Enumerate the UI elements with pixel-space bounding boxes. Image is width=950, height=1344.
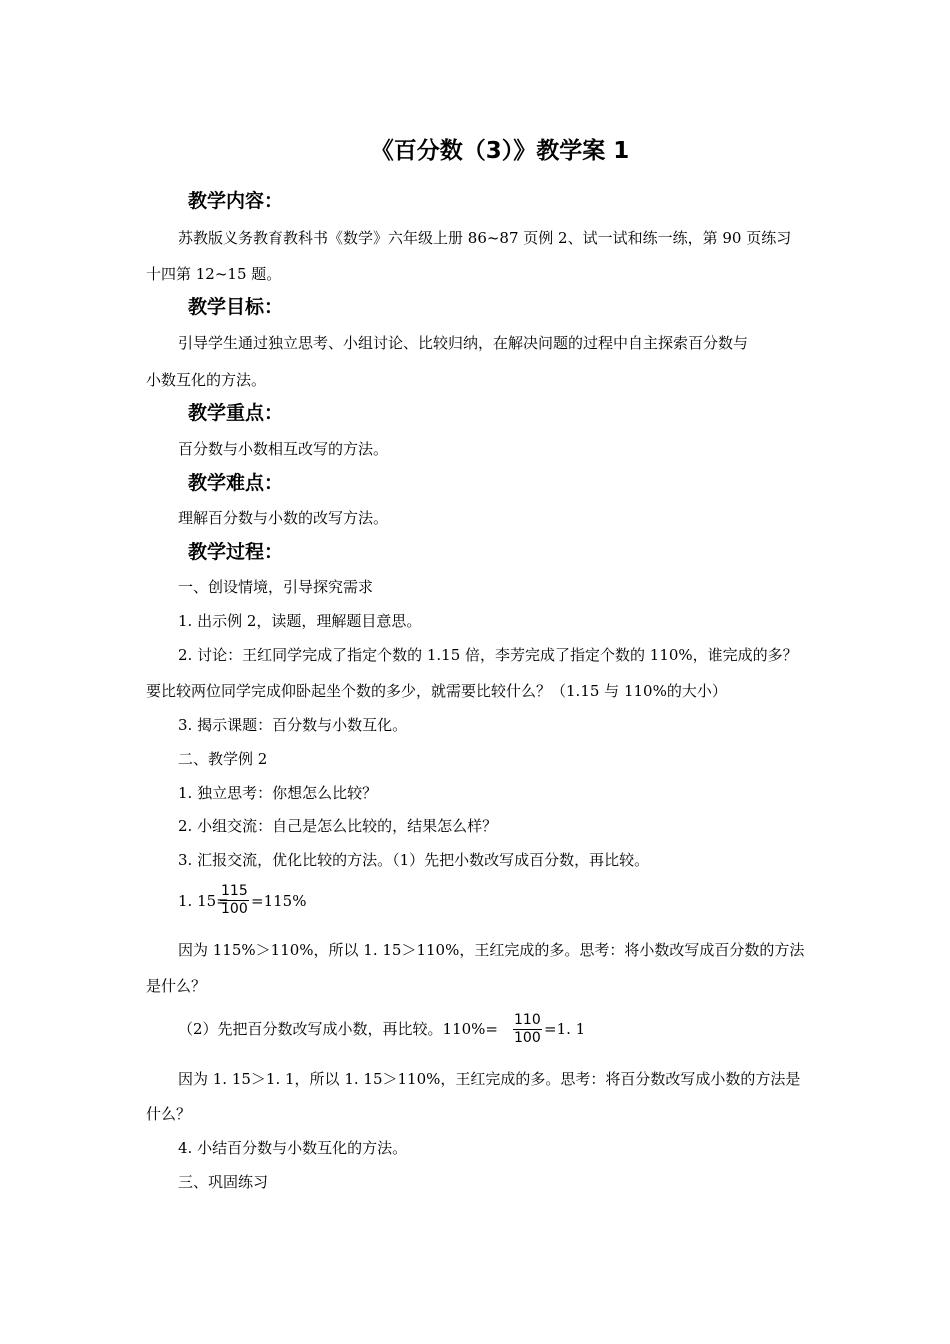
content-line-1: 苏教版义务教育教科书《数学》六年级上册 86~87 页例 2、试一试和练一练，第 90 页练习 <box>178 229 792 247</box>
fraction-115-over-100 <box>220 883 249 918</box>
process-line: 要比较两位同学完成仰卧起坐个数的多少，就需要比较什么？（1.15 与 110%的大小） <box>146 682 727 700</box>
process-line: （2）先把百分数改写成小数，再比较。110%= <box>178 1020 498 1038</box>
fraction-denominator: 100 <box>221 901 248 917</box>
process-line: 2. 讨论：王红同学完成了指定个数的 1.15 倍，李芳完成了指定个数的 110%，谁完成的多？ <box>178 646 798 664</box>
process-line: 因为 115%＞110%，所以 1. 15＞110%，王红完成的多。思考：将小数改写成百分数的方法 <box>178 941 805 959</box>
process-line: 1. 出示例 2，读题，理解题目意思。 <box>178 612 422 630</box>
process-line: 二、教学例 2 <box>178 750 268 768</box>
goal-line-2: 小数互化的方法。 <box>146 371 267 389</box>
process-line: 4. 小结百分数与小数互化的方法。 <box>178 1139 408 1157</box>
goal-line-1: 引导学生通过独立思考、小组讨论、比较归纳，在解决问题的过程中自主探索百分数与 <box>178 334 749 352</box>
equation-2-right: =1. 1 <box>544 1020 586 1038</box>
heading-difficult-point: 教学难点： <box>188 472 284 494</box>
fraction-denominator: 100 <box>514 1030 541 1046</box>
process-line: 一、创设情境，引导探究需求 <box>178 578 374 596</box>
equation-1-right: =115% <box>251 892 307 910</box>
heading-teaching-content: 教学内容： <box>188 190 284 212</box>
process-line: 三、巩固练习 <box>178 1173 269 1191</box>
process-line: 2. 小组交流：自己是怎么比较的，结果怎么样？ <box>178 817 498 835</box>
process-line: 因为 1. 15＞1. 1，所以 1. 15＞110%，王红完成的多。思考：将百分数改写成小数的方法是 <box>178 1070 801 1088</box>
fraction-numerator: 115 <box>221 883 248 899</box>
key-point-line: 百分数与小数相互改写的方法。 <box>178 440 389 458</box>
process-line: 什么？ <box>146 1105 192 1123</box>
content-line-2: 十四第 12~15 题。 <box>146 265 282 283</box>
fraction-numerator: 110 <box>514 1012 541 1028</box>
fraction-110-over-100 <box>513 1012 542 1047</box>
process-line: 3. 汇报交流，优化比较的方法。（1）先把小数改写成百分数，再比较。 <box>178 851 650 869</box>
difficult-point-line: 理解百分数与小数的改写方法。 <box>178 509 389 527</box>
process-line: 1. 独立思考：你想怎么比较？ <box>178 784 378 802</box>
heading-teaching-process: 教学过程： <box>188 541 284 563</box>
equation-1-left: 1. 15= <box>178 892 229 910</box>
process-line: 是什么？ <box>146 977 207 995</box>
document-title: 《百分数（3）》教学案 1 <box>370 138 630 164</box>
heading-teaching-goal: 教学目标： <box>188 296 284 318</box>
heading-key-point: 教学重点： <box>188 402 284 424</box>
process-line: 3. 揭示课题：百分数与小数互化。 <box>178 716 408 734</box>
